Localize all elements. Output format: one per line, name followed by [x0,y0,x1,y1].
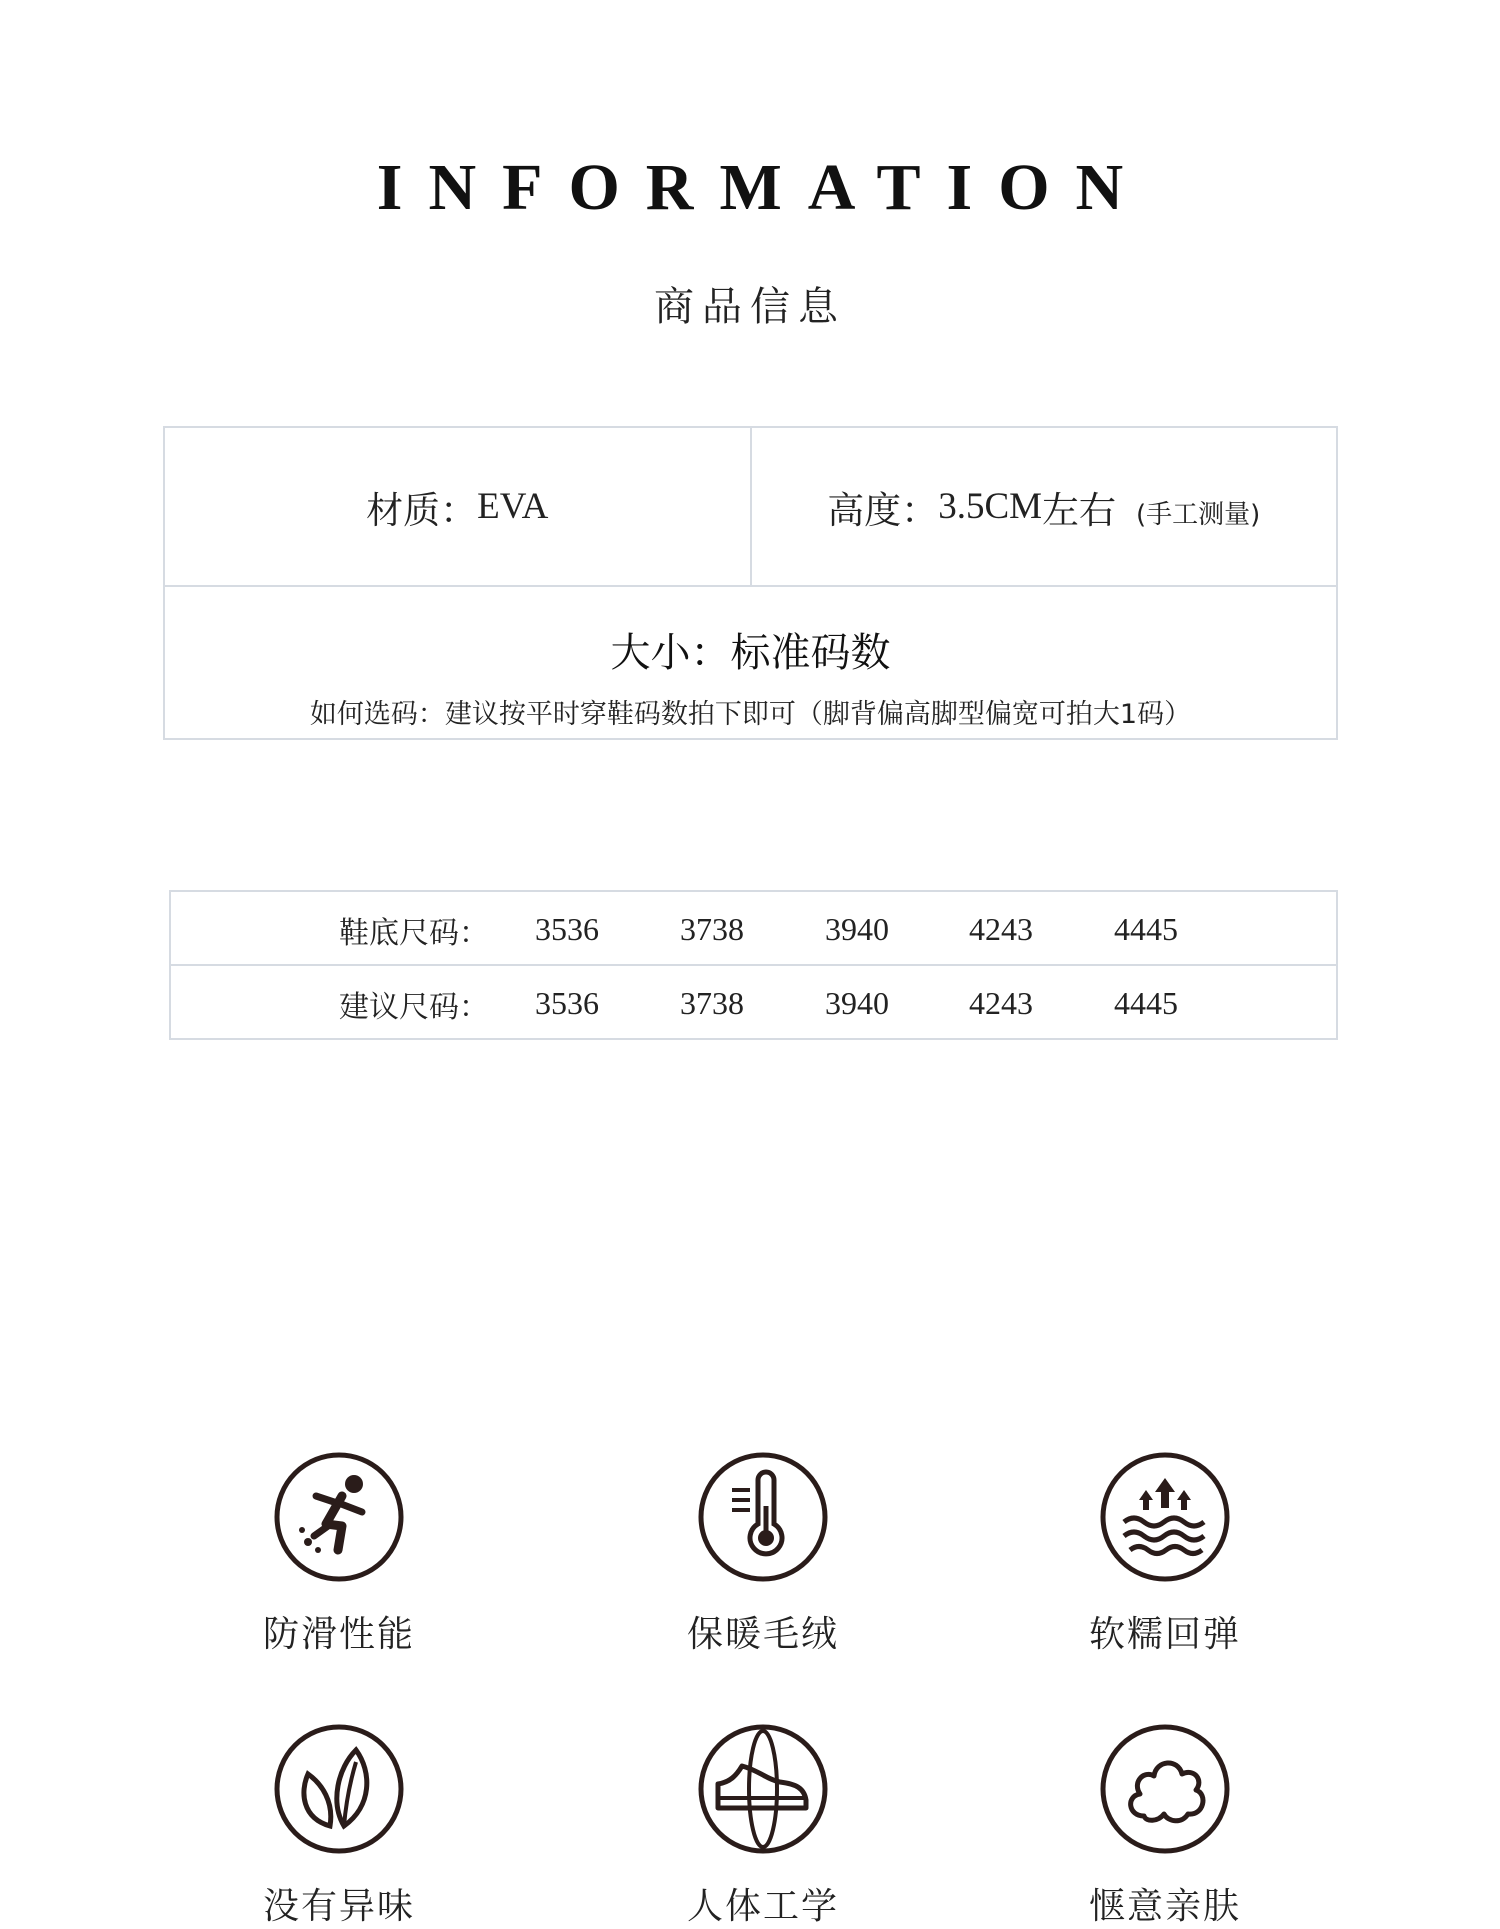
size-value: 3940 [825,985,889,1021]
leaf-icon [272,1722,406,1856]
feature-label: 防滑性能 [262,1614,415,1655]
anti-slip-icon [272,1450,406,1584]
cloud-icon [1098,1722,1232,1856]
feature-anti-slip [189,1450,489,1657]
thermometer-icon [696,1450,830,1584]
table-row [171,892,1336,966]
feature-label: 保暖毛绒 [686,1614,839,1655]
table-row [171,966,1336,1040]
size-value: 3738 [680,911,744,947]
feature-ergonomic [613,1722,913,1929]
rebound-icon [1098,1450,1232,1584]
size-table [169,890,1338,1040]
feature-label: 软糯回弹 [1088,1614,1241,1655]
feature-no-odor [189,1722,489,1929]
height-note: (手工测量) [1136,500,1261,530]
feature-label: 人体工学 [686,1886,839,1927]
ergonomic-shoe-icon [696,1722,830,1856]
size-value: 4243 [969,985,1033,1021]
info-row [165,428,1336,587]
feature-warm [613,1450,913,1657]
size-value: 4445 [1114,985,1178,1021]
size-value: 4243 [969,911,1033,947]
material-cell [165,428,750,585]
feature-label: 惬意亲肤 [1088,1886,1241,1927]
size-info-row [165,587,1336,742]
size-value: 3536 [535,911,599,947]
feature-rebound [1015,1450,1315,1657]
page-subtitle: 商品信息 [654,284,846,330]
height-label: 高度： [827,488,939,532]
feature-label: 没有异味 [262,1886,415,1927]
material-label: 材质： [366,488,478,532]
row-label: 建议尺码： [339,990,489,1025]
product-info-box [163,426,1338,740]
material-value: EVA [477,486,549,527]
page-title: INFORMATION [376,151,1150,224]
row-label: 鞋底尺码： [339,916,489,951]
size-value: 4445 [1114,911,1178,947]
size-value: 3738 [680,985,744,1021]
size-value: 3940 [825,911,889,947]
height-value: 3.5CM [938,486,1043,527]
size-value: 3536 [535,985,599,1021]
feature-skin-friendly [1015,1722,1315,1929]
size-standard: 大小：标准码数 [610,630,891,676]
height-cell [750,428,1337,585]
height-suffix: 左右 [1042,488,1117,532]
size-tip: 如何选码：建议按平时穿鞋码数拍下即可（脚背偏高脚型偏宽可拍大1码） [309,699,1192,730]
